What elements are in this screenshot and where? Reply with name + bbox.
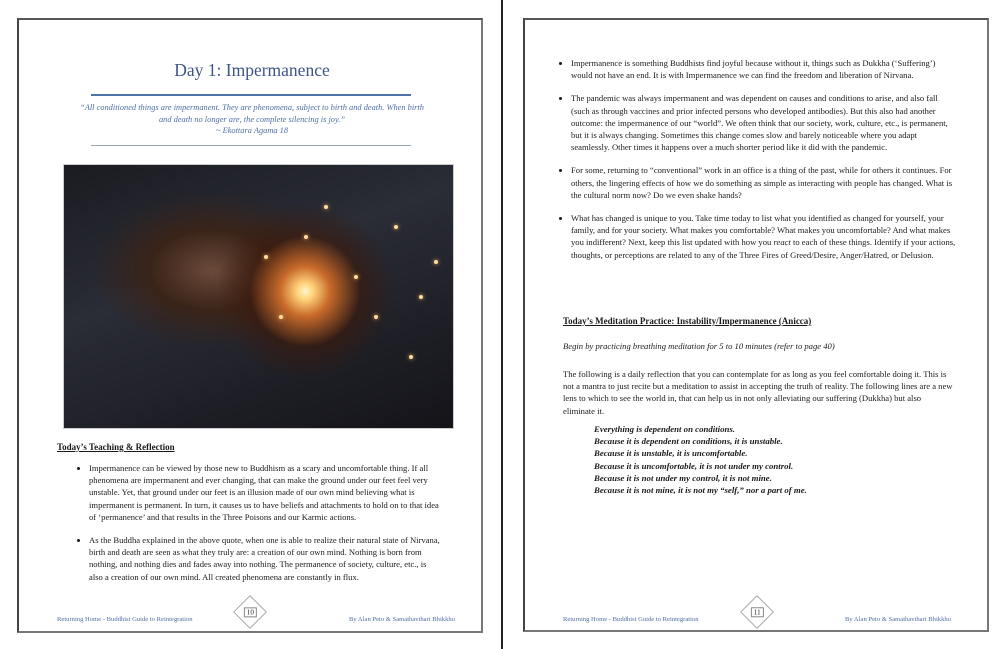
- footer-title: Returning Home - Buddhist Guide to Reintegration: [57, 616, 193, 623]
- page-divider: [501, 0, 503, 649]
- verse-line: Because it is uncomfortable, it is not under my control.: [594, 460, 794, 471]
- verse-line: Because it is not mine, it is not my “self,” nor a part of me.: [594, 485, 807, 496]
- meditation-intro: Begin by practicing breathing meditation for 5 to 10 minutes (refer to page 40): [563, 341, 835, 351]
- quote-divider: [91, 145, 411, 146]
- quote-source: ~ Ekottara Agama 18: [215, 126, 289, 136]
- list-item: • Impermanence can be viewed by those new to Buddhism as a scary and uncomfortable thing. If all phenomena are impermanent and ever changing, that can make the ground under our feet feel very unstable. Yet, that ground under our feet is an illusion made of our own mind believing what is impermanent is permanent. In turn, it causes us to have beliefs and attachments to hold on to that idea of ‘permanence’ and that results in the Three Poisons and our Karmic actions.: [89, 462, 442, 523]
- section-heading: Today’s Teaching & Reflection: [57, 442, 175, 452]
- page-number-emblem: [233, 595, 267, 629]
- footer-title: Returning Home - Buddhist Guide to Reintegration: [563, 616, 699, 623]
- title-divider: [91, 94, 411, 96]
- list-item: • The pandemic was always impermanent and was dependent on causes and conditions to arise, and also fall (such as through vaccines and prior infected persons who developed antibodies). But this also had another outcome: the impermanence of our “world”. We often think that our society, work, culture, etc., is permanent, but it is always changing. Sometimes this change comes slow and barely noticeable where you adapt seamlessly. Other times it happens over a much shorter period like it did with the pandemic.: [571, 92, 956, 153]
- page-10: [17, 18, 483, 633]
- page-number-emblem: [740, 595, 774, 629]
- section-heading: Today’s Meditation Practice: Instability/Impermanence (Anicca): [563, 316, 812, 326]
- list-item: • For some, returning to “conventional” work in an office is a thing of the past, while for others it continues. For others, the lingering effects of how we do something as simple as interacting with people has changed. What is the cultural norm now? Do we even shake hands?: [571, 164, 956, 201]
- page-number: 10: [244, 607, 257, 617]
- teaching-bullets: [74, 462, 442, 594]
- page-11: [523, 18, 989, 632]
- page-number: 11: [751, 607, 764, 617]
- list-item: • What has changed is unique to you. Take time today to list what you identified as changed for yourself, your family, and for your society. What makes you comfortable? What makes you uncomfortable? And what makes you indifferent? Next, keep this list updated with how you react to each of these things. Identify if your actions, thoughts, or perceptions are related to any of the Three Fires of Greed/Desire, Anger/Hatred, or Delusion.: [571, 212, 956, 261]
- list-item: • As the Buddha explained in the above quote, when one is able to realize their natural state of Nirvana, birth and death are seen as what they truly are: a creation of our own mind. Nothing is born from nothing, and nothing dies and fades away into nothing. The permanence of society, culture, etc., is also a creation of our own mind. All created phenomena are constantly in flux.: [89, 534, 442, 583]
- reflection-bullets: [556, 57, 956, 272]
- verse-line: Because it is not under my control, it is not mine.: [594, 472, 772, 483]
- verse-line: Everything is dependent on conditions.: [594, 424, 736, 434]
- verse-line: Because it is unstable, it is uncomfortable.: [594, 448, 748, 459]
- meditation-verse: [594, 423, 807, 496]
- epigraph: [79, 102, 425, 137]
- list-item: • Impermanence is something Buddhists find joyful because without it, things such as Dukkha (‘Suffering’) would not have an end. It is with Impermanence we can find the freedom and liberation of Nirvana.: [571, 57, 956, 81]
- meditation-paragraph: The following is a daily reflection that you can contemplate for as long as you feel comfortable doing it. This is not a mantra to just recite but a meditation to assist in accepting the truth of reality. The following lines are a new lens to which to see the world in, that can help us in not only alleviating our suffering (Dukkha) but also eliminate it.: [563, 369, 953, 416]
- footer-authors: By Alan Peto & Samathavihari Bhikkhu: [844, 616, 951, 623]
- page-title: Day 1: Impermanence: [174, 60, 330, 80]
- verse-line: Because it is dependent on conditions, it is unstable.: [594, 436, 783, 447]
- footer-authors: By Alan Peto & Samathavihari Bhikkhu: [348, 616, 455, 623]
- monk-candle-photo: [63, 164, 454, 429]
- quote-text: “All conditioned things are impermanent. They are phenomena, subject to birth and death. When birth and death no longer are, the complete silencing is joy.”: [80, 103, 424, 124]
